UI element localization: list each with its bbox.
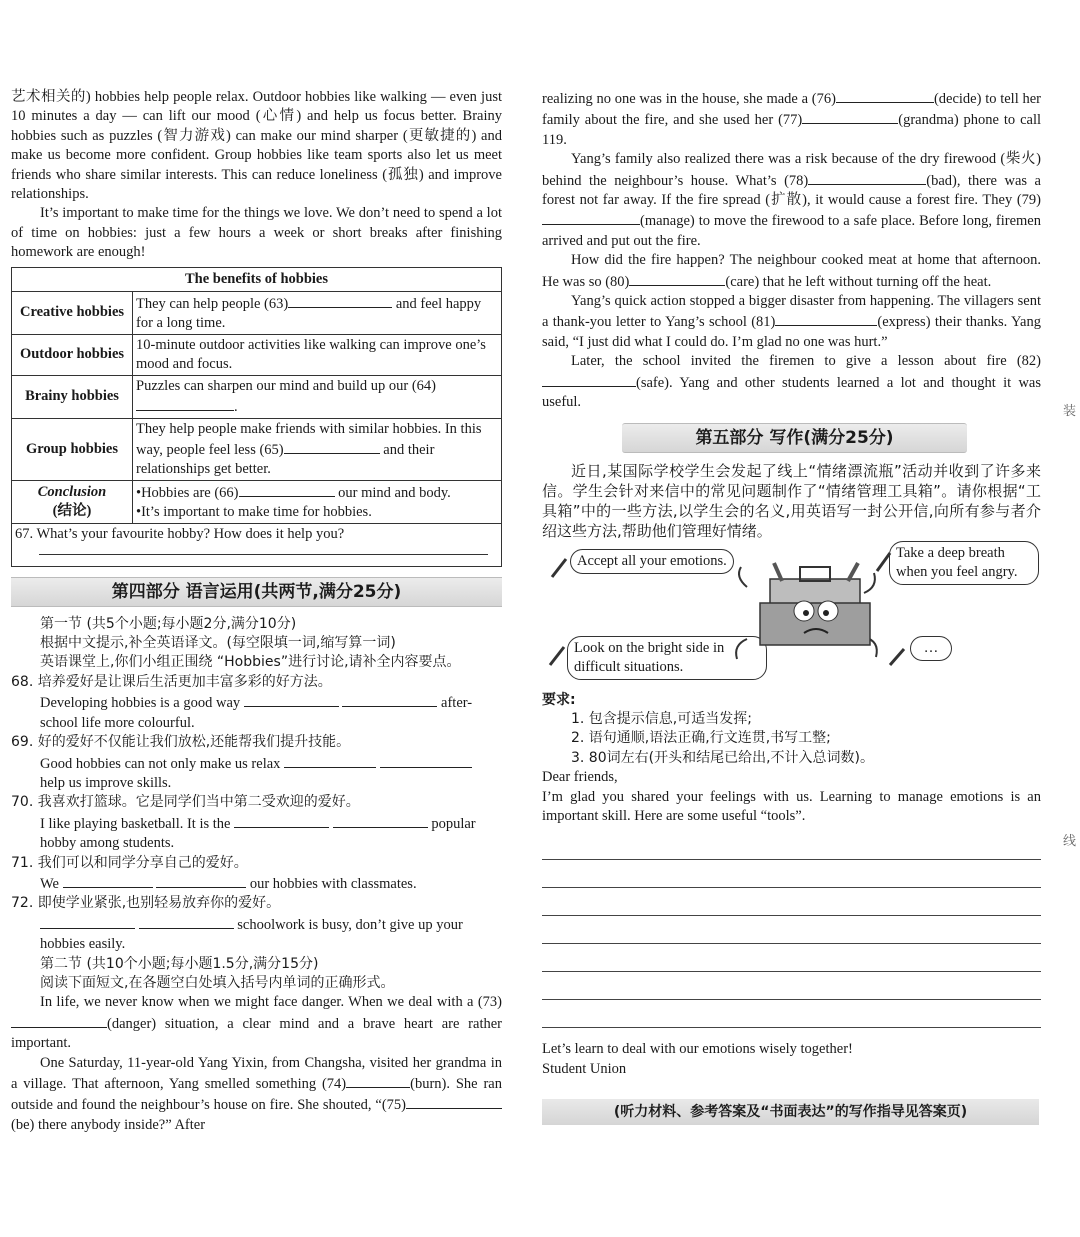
right-column (542, 88, 1041, 1125)
answer-blank-81[interactable] (775, 311, 877, 326)
writing-line[interactable] (542, 860, 1041, 888)
question-67: 67. What’s your favourite hobby? How does it help you? (12, 523, 502, 566)
binding-margin-char: 线 (1063, 834, 1077, 849)
row-content: They help people make friends with similar hobbies. In this way, people feel less (65) and their relationships get better. (133, 418, 502, 480)
question-71-cn: 71. 我们可以和同学分享自己的爱好。 (11, 854, 248, 871)
requirement-3: 3. 80词左右(开头和结尾已给出,不计入总词数)。 (571, 749, 874, 766)
passage-paragraph: Later, the school invited the firemen to give a lesson about fire (82)(safe). Yang and other students learned a lot and thought it was useful. (542, 353, 1041, 411)
answer-blank-70a[interactable] (234, 813, 329, 828)
table-row (12, 523, 502, 566)
answer-line-67[interactable] (39, 554, 488, 555)
answer-blank-80[interactable] (629, 271, 725, 286)
answer-blank-77[interactable] (802, 109, 898, 124)
binding-margin-char: 装 (1063, 404, 1077, 419)
question-70-cont: hobby among students. (40, 835, 175, 852)
question-71: We our hobbies with classmates. (11, 873, 502, 894)
answer-blank-78[interactable] (808, 170, 926, 185)
question-72: schoolwork is busy, don’t give up your (11, 914, 502, 935)
table-row (12, 291, 502, 334)
left-column (11, 88, 502, 1135)
question-70-cn: 70. 我喜欢打篮球。它是同学们当中第二受欢迎的爱好。 (11, 794, 360, 811)
question-68-cont: school life more colourful. (40, 714, 195, 731)
passage-paragraph: Yang’s quick action stopped a bigger disaster from happening. The villagers sent a thank-you letter to Yang’s school (81) (express) their thanks. Yang said, “I just did what I could do. I’m glad no one was hurt.” (542, 293, 1041, 350)
section-4-title: 第四部分 语言运用(共两节,满分25分) (11, 577, 502, 607)
question-72-cont: hobbies easily. (40, 936, 126, 953)
table-row (12, 418, 502, 480)
answer-blank-68b[interactable] (342, 692, 437, 707)
passage-paragraph: How did the fire happen? The neighbour cooked meat at home that afternoon. He was so (80) (care) that he left without turning off the heat. (542, 252, 1041, 290)
writing-line[interactable] (542, 832, 1041, 860)
answer-blank-69a[interactable] (284, 753, 376, 768)
tool-bubble-2: Take a deep breath when you feel angry. (889, 541, 1039, 585)
passage-paragraph: realizing no one was in the house, she made a (76) (decide) to tell her family about the fire, and she used her (77) (grandma) phone to call 119. (542, 88, 1041, 150)
answer-blank-82[interactable] (542, 372, 636, 387)
answer-blank-75[interactable] (406, 1094, 502, 1109)
letter-opening: I’m glad you shared your feelings with us. Learning to manage emotions is an important skill. Here are some useful “tools”. (542, 788, 1041, 824)
emotion-toolbox-illustration (542, 541, 1041, 691)
answer-blank-66[interactable] (239, 482, 335, 497)
answer-blank-74[interactable] (346, 1073, 410, 1088)
row-content: 10-minute outdoor activities like walking can improve one’s mood and focus. (133, 334, 502, 375)
tool-bubble-4: … (910, 636, 952, 661)
question-69-cont: help us improve skills. (40, 774, 172, 791)
row-label: Brainy hobbies (12, 375, 133, 418)
instruction: 根据中文提示,补全英语译文。(每空限填一词,缩写算一词) (40, 635, 396, 652)
writing-line[interactable] (542, 888, 1041, 916)
answer-blank-65[interactable] (284, 439, 380, 454)
writing-line[interactable] (542, 972, 1041, 1000)
answer-blank-63[interactable] (288, 293, 392, 308)
answer-blank-72b[interactable] (139, 914, 234, 929)
subsection-2-title: 第二节 (共10个小题;每小题1.5分,满分15分) (40, 955, 319, 972)
passage-paragraph: In life, we never know when we might face danger. When we deal with a (73)(danger) situation, a clear mind and a brave heart are rather important. (11, 994, 502, 1052)
requirement-2: 2. 语句通顺,语法正确,行文连贯,书写工整; (571, 730, 831, 747)
answer-blank-70b[interactable] (333, 813, 428, 828)
letter-closing: Let’s learn to deal with our emotions wisely together! (542, 1041, 853, 1058)
question-69-cn: 69. 好的爱好不仅能让我们放松,还能帮我们提升技能。 (11, 734, 351, 751)
subsection-1-title: 第一节 (共5个小题;每小题2分,满分10分) (40, 615, 297, 632)
table-row (12, 375, 502, 418)
question-70: I like playing basketball. It is the popular (11, 813, 502, 834)
question-72-cn: 72. 即使学业紧张,也别轻易放弃你的爱好。 (11, 895, 281, 912)
benefits-table (11, 267, 502, 567)
requirement-1: 1. 包含提示信息,可适当发挥; (571, 710, 752, 727)
row-label: Conclusion (结论) (12, 480, 133, 523)
letter-salutation: Dear friends, (542, 769, 618, 786)
requirements-title: 要求: (542, 691, 576, 708)
answer-blank-72a[interactable] (40, 914, 135, 929)
answer-blank-68a[interactable] (244, 692, 339, 707)
row-content: •Hobbies are (66) our mind and body. •It’s important to make time for hobbies. (133, 480, 502, 523)
section-5-title: 第五部分 写作(满分25分) (622, 423, 967, 453)
answer-page-note: (听力材料、参考答案及“书面表达”的写作指导见答案页) (542, 1099, 1039, 1125)
table-title: The benefits of hobbies (12, 267, 502, 291)
writing-line[interactable] (542, 944, 1041, 972)
writing-area[interactable] (542, 832, 1041, 1028)
writing-line[interactable] (542, 916, 1041, 944)
reading-paragraph-1: 艺术相关的) hobbies help people relax. Outdoor hobbies like walking — even just 10 minutes a day — can lift our mood (心情) and help us focus better. Brainy hobbies such as puzzles (智力游戏) can make our mind sharper (更敏捷的) and make us become more confident. Group hobbies like team sports also let us meet friends who share similar interests. This can reduce loneliness (孤独) and improve relationships. (11, 89, 502, 203)
answer-blank-76[interactable] (836, 88, 934, 103)
row-label: Creative hobbies (12, 291, 133, 334)
row-content: Puzzles can sharpen our mind and build up our (64). (133, 375, 502, 418)
row-label: Group hobbies (12, 418, 133, 480)
answer-blank-79[interactable] (542, 210, 640, 225)
question-69: Good hobbies can not only make us relax (11, 753, 502, 774)
writing-line[interactable] (542, 1000, 1041, 1028)
table-row (12, 334, 502, 375)
instruction: 英语课堂上,你们小组正围绕 “Hobbies”进行讨论,请补全内容要点。 (40, 654, 461, 671)
passage-paragraph: One Saturday, 11-year-old Yang Yixin, from Changsha, visited her grandma in a village. That afternoon, Yang smelled something (74) (burn). She ran outside and found the neighbour’s house on fire. She shouted, “(75)(be) there anybody inside?” After (11, 1054, 502, 1133)
tool-bubble-1: Accept all your emotions. (570, 549, 734, 574)
question-68-cn: 68. 培养爱好是让课后生活更加丰富多彩的好方法。 (11, 673, 332, 690)
toolbox-icon (542, 541, 1041, 691)
reading-paragraph-2: It’s important to make time for the things we love. We don’t need to spend a lot of time on hobbies: just a few hours a week or short breaks after finishing homework are enough! (11, 205, 502, 261)
passage-paragraph: Yang’s family also realized there was a risk because of the dry firewood (柴火) behind the neighbour’s house. What’s (78) (bad), there was a forest not far away. If the fire spread (扩散), it would cause a forest fire. They (79)(manage) to move the firewood to a safe place. Before long, firemen arrived and put out the fire. (542, 151, 1041, 249)
question-68: Developing hobbies is a good way after- (11, 692, 502, 713)
answer-blank-71b[interactable] (156, 873, 246, 888)
writing-prompt: 近日,某国际学校学生会发起了线上“情绪漂流瓶”活动并收到了许多来信。学生会针对来信中的常见问题制作了“情绪管理工具箱”。请你根据“工具箱”中的一些方法,以学生会的名义,用英语写一封公开信,向所有参与者介绍这些方法,帮助他们管理好情绪。 (542, 461, 1041, 540)
answer-blank-64[interactable] (136, 396, 234, 411)
instruction: 阅读下面短文,在各题空白处填入括号内单词的正确形式。 (40, 974, 395, 991)
row-label: Outdoor hobbies (12, 334, 133, 375)
answer-blank-71a[interactable] (63, 873, 153, 888)
tool-bubble-3: Look on the bright side in difficult situations. (567, 636, 767, 680)
answer-blank-69b[interactable] (380, 753, 472, 768)
row-content: They can help people (63) and feel happy for a long time. (133, 291, 502, 334)
letter-signature: Student Union (542, 1060, 627, 1077)
table-row (12, 480, 502, 523)
answer-blank-73[interactable] (11, 1013, 107, 1028)
